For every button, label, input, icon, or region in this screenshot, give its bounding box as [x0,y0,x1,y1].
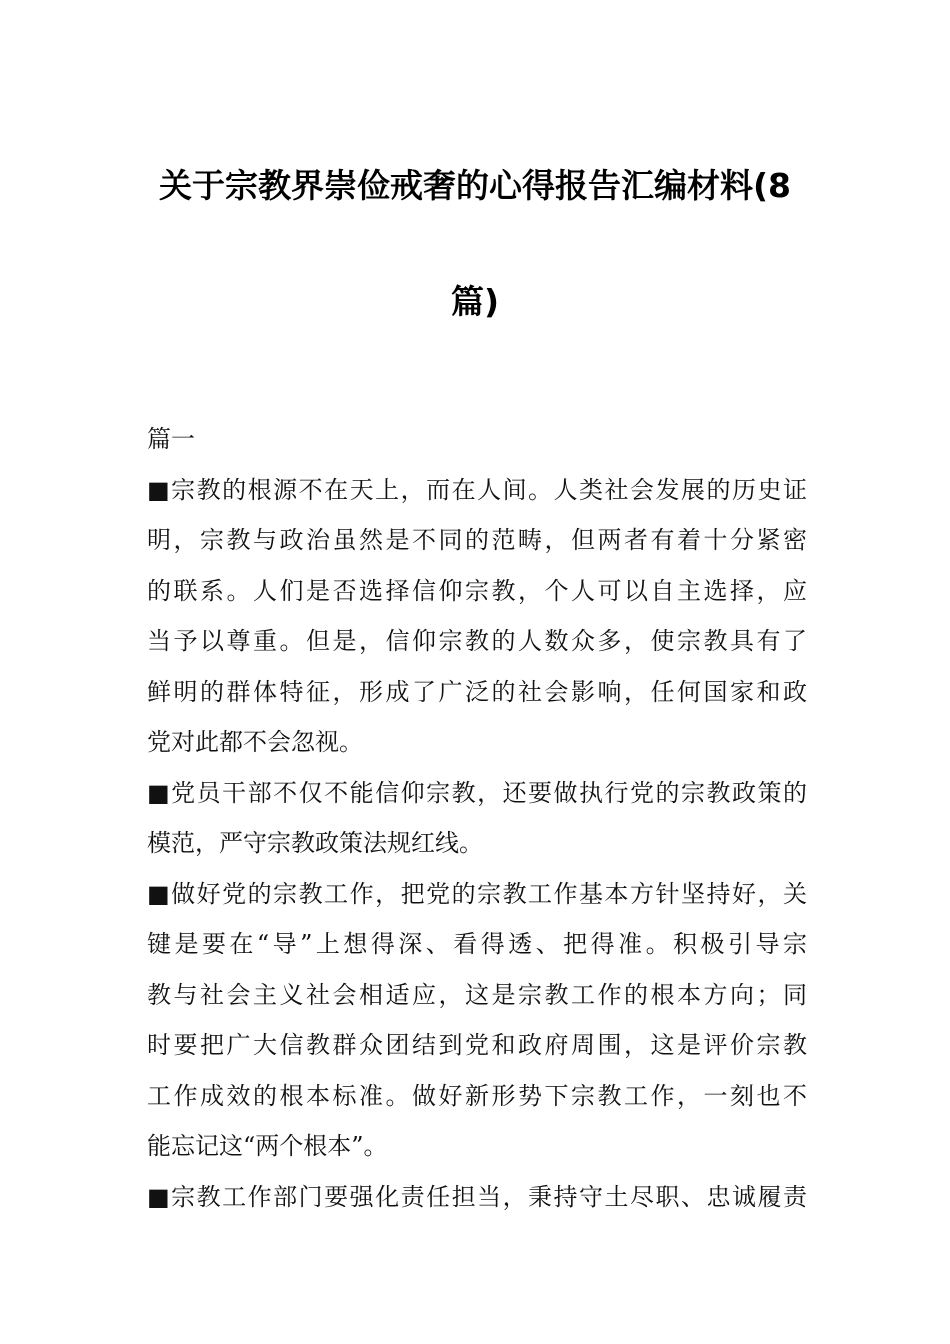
section-label: 篇一 [147,425,195,453]
paragraph-line: 工作成效的根本标准。做好新形势下宗教工作，一刻也不 [147,1081,807,1110]
paragraph-line: ■党员干部不仅不能信仰宗教，还要做执行党的宗教政策的 [147,778,807,807]
paragraph-line: 时要把广大信教群众团结到党和政府周围，这是评价宗教 [147,1031,807,1059]
document-title-line-1: 关于宗教界崇俭戒奢的心得报告汇编材料(8 [158,166,792,205]
paragraph-line: ■宗教工作部门要强化责任担当，秉持守土尽职、忠诚履责 [147,1182,807,1211]
paragraph-line: 明，宗教与政治虽然是不同的范畴，但两者有着十分紧密 [147,526,807,554]
paragraph-line: ■宗教的根源不在天上，而在人间。人类社会发展的历史证 [147,475,807,504]
document-body [147,414,807,1222]
paragraph-4 [147,1172,807,1223]
paragraph-line: 教与社会主义社会相适应，这是宗教工作的根本方向；同 [147,980,807,1009]
paragraph-line: 键是要在“导”上想得深、看得透、把得准。积极引导宗 [147,930,807,958]
paragraph-line: 的联系。人们是否选择信仰宗教，个人可以自主选择，应 [147,576,807,605]
paragraph-3 [147,869,807,1172]
document-title-line-2: 篇) [450,282,500,321]
paragraph-2 [147,768,807,869]
paragraph-line: ■做好党的宗教工作，把党的宗教工作基本方针坚持好，关 [147,879,807,908]
paragraph-line: 当予以尊重。但是，信仰宗教的人数众多，使宗教具有了 [147,627,807,655]
paragraph-line: 能忘记这“两个根本”。 [147,1132,388,1160]
paragraph-line: 鲜明的群体特征，形成了广泛的社会影响，任何国家和政 [147,677,807,706]
paragraph-line: 党对此都不会忽视。 [147,728,363,756]
paragraph-1 [147,465,807,768]
paragraph-line: 模范，严守宗教政策法规红线。 [147,829,483,857]
